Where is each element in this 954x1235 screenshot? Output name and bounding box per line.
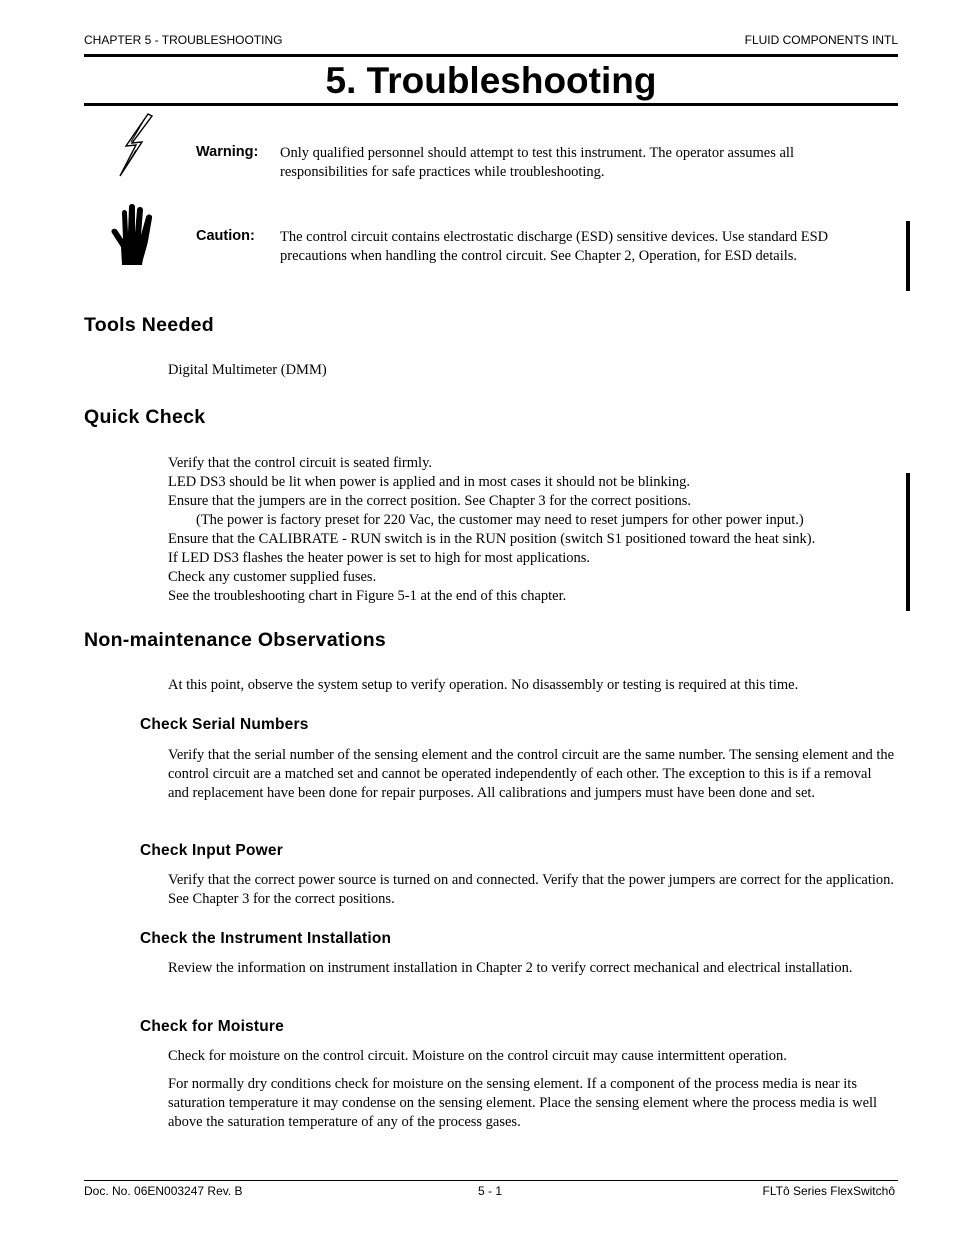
title-rule	[84, 103, 898, 106]
caution-label: Caution:	[196, 228, 255, 244]
change-bar	[906, 473, 910, 611]
quick-check-line: LED DS3 should be lit when power is applied and in most cases it should not be blinking.	[168, 474, 690, 490]
running-header-chapter: CHAPTER 5 - TROUBLESHOOTING	[84, 33, 283, 47]
page-title: 5. Troubleshooting	[325, 60, 657, 101]
warning-text: Only qualified personnel should attempt to test this instrument. The operator assumes all responsibilities for safe practices while troubleshooting.	[280, 145, 794, 180]
installation-text: Review the information on instrument installation in Chapter 2 to verify correct mechanical and electrical installation.	[168, 960, 853, 976]
quick-check-line: Verify that the control circuit is seated firmly.	[168, 455, 433, 471]
change-bar	[906, 221, 910, 291]
section-heading-tools-needed: Tools Needed	[84, 314, 215, 336]
quick-check-line: Ensure that the jumpers are in the correct position. See Chapter 3 for the correct positions.	[168, 493, 692, 509]
subheading-check-instrument-installation: Check the Instrument Installation	[140, 930, 392, 947]
footer-doc-number: Doc. No. 06EN003247 Rev. B	[84, 1184, 243, 1198]
quick-check-line: If LED DS3 flashes the heater power is set to high for most applications.	[168, 550, 591, 566]
warning-label: Warning:	[196, 144, 259, 160]
input-power-text: Verify that the correct power source is turned on and connected. Verify that the power jumpers are correct for the application. See Chapter 3 for the correct positions.	[168, 872, 895, 907]
quick-check-note: (The power is factory preset for 220 Vac, the customer may need to reset jumpers for other power input.)	[196, 512, 804, 528]
quick-check-line: Ensure that the CALIBRATE - RUN switch is in the RUN position (switch S1 positioned toward the heat sink).	[168, 531, 816, 547]
subheading-check-serial-numbers: Check Serial Numbers	[140, 716, 309, 733]
moisture-text-1: Check for moisture on the control circuit. Moisture on the control circuit may cause intermittent operation.	[168, 1048, 787, 1064]
footer-rule	[84, 1180, 898, 1181]
non-maintenance-intro: At this point, observe the system setup to verify operation. No disassembly or testing is required at this time.	[168, 677, 799, 693]
running-header-company: FLUID COMPONENTS INTL	[744, 33, 898, 47]
quick-check-line: Check any customer supplied fuses.	[168, 569, 377, 585]
subheading-check-input-power: Check Input Power	[140, 842, 283, 859]
caution-text: The control circuit contains electrostatic discharge (ESD) sensitive devices. Use standard ESD precautions when handling the control circuit. See Chapter 2, Operation, for ESD details.	[280, 229, 829, 264]
lightning-bolt-icon	[112, 112, 158, 178]
raised-hand-icon	[108, 203, 160, 269]
footer-page-number: 5 - 1	[477, 1184, 502, 1198]
quick-check-list	[168, 454, 896, 606]
moisture-text-2: For normally dry conditions check for moisture on the sensing element. If a component of the process media is near its saturation temperature it may condense on the sensing element. Place the sensing element where the process media is well above the saturation temperature of any of the process gases.	[168, 1076, 878, 1130]
footer-product-name: FLTô Series FlexSwitchô	[762, 1184, 895, 1198]
tools-text: Digital Multimeter (DMM)	[168, 362, 327, 378]
section-heading-quick-check: Quick Check	[84, 406, 206, 428]
section-heading-non-maintenance: Non-maintenance Observations	[84, 629, 387, 651]
serial-numbers-text: Verify that the serial number of the sensing element and the control circuit are the same number. The sensing element and the control circuit are a matched set and cannot be operated independently of each other. The exception to this is if a removal and replacement have been done for repair purposes. All calibrations and jumpers must have been done and set.	[168, 747, 895, 801]
quick-check-line: See the troubleshooting chart in Figure 5-1 at the end of this chapter.	[168, 588, 567, 604]
header-rule	[84, 54, 898, 57]
subheading-check-for-moisture: Check for Moisture	[140, 1018, 284, 1035]
